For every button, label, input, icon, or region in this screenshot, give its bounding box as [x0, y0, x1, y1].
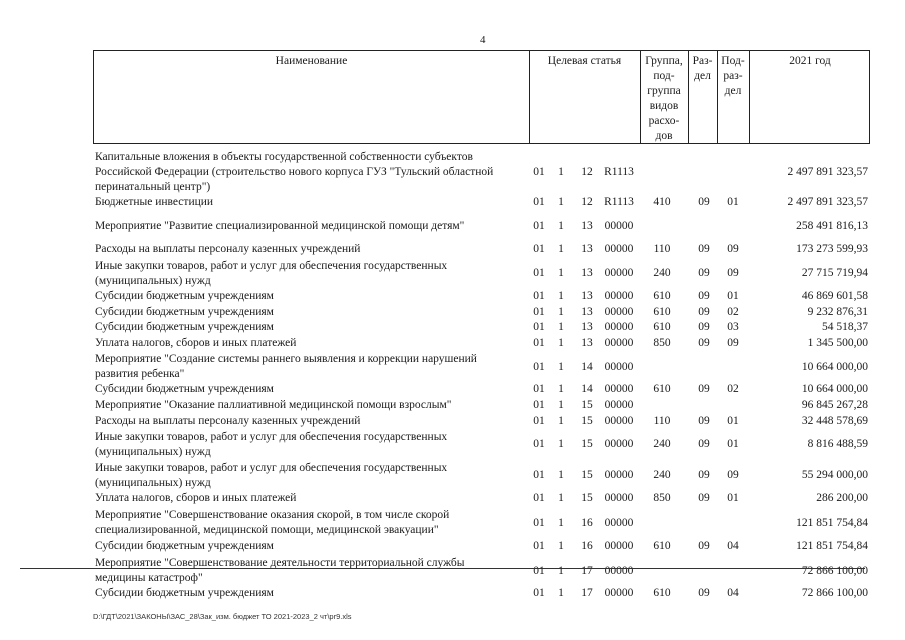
target-code-direction: 00000 — [604, 337, 634, 349]
amount-2021: 46 869 601,58 — [801, 290, 868, 302]
row-name: Мероприятие "Оказание паллиативной медицинской помощи взрослым" — [95, 399, 452, 411]
target-code-subprogram: 1 — [558, 243, 564, 255]
expense-group: 410 — [653, 196, 671, 208]
target-code-activity: 13 — [581, 321, 593, 333]
header-section-line: дел — [694, 70, 711, 82]
target-code-direction: 00000 — [604, 383, 634, 395]
row-name: Уплата налогов, сборов и иных платежей — [95, 492, 297, 504]
header-expense-group-line: дов — [655, 130, 673, 142]
target-code-activity: 13 — [581, 243, 593, 255]
target-code-activity: 15 — [581, 492, 593, 504]
target-code-activity: 13 — [581, 337, 593, 349]
target-code-program: 01 — [533, 438, 545, 450]
row-name: Мероприятие "Создание системы раннего выявления и коррекции нарушений развития ребенка" — [95, 353, 477, 380]
expense-group: 610 — [653, 321, 671, 333]
header-year: 2021 год — [789, 55, 831, 67]
section-code: 09 — [698, 415, 710, 427]
target-code-subprogram: 1 — [558, 383, 564, 395]
target-code-program: 01 — [533, 337, 545, 349]
target-code-activity: 14 — [581, 361, 593, 373]
expense-group: 240 — [653, 267, 671, 279]
subsection-code: 01 — [727, 492, 739, 504]
subsection-code: 01 — [727, 196, 739, 208]
amount-2021: 2 497 891 323,57 — [787, 166, 868, 178]
target-code-direction: 00000 — [604, 517, 634, 529]
header-subsection-line: раз- — [723, 70, 743, 82]
target-code-program: 01 — [533, 196, 545, 208]
target-code-activity: 15 — [581, 469, 593, 481]
target-code-program: 01 — [533, 361, 545, 373]
amount-2021: 8 816 488,59 — [807, 438, 868, 450]
row-name: Капитальные вложения в объекты государственной собственности субъектов Российской Федерации (строительство нового корпуса ГУЗ "Тульский областной перинатальный центр") — [95, 151, 494, 193]
target-code-activity: 17 — [581, 587, 593, 599]
amount-2021: 173 273 599,93 — [796, 243, 868, 255]
target-code-program: 01 — [533, 587, 545, 599]
target-code-subprogram: 1 — [558, 321, 564, 333]
section-code: 09 — [698, 540, 710, 552]
section-code: 09 — [698, 587, 710, 599]
section-code: 09 — [698, 383, 710, 395]
page-number: 4 — [480, 34, 486, 46]
row-name: Субсидии бюджетным учреждениям — [95, 540, 274, 552]
amount-2021: 10 664 000,00 — [801, 383, 868, 395]
target-code-activity: 16 — [581, 517, 593, 529]
section-code: 09 — [698, 196, 710, 208]
section-code: 09 — [698, 290, 710, 302]
row-name: Расходы на выплаты персоналу казенных учреждений — [95, 243, 361, 255]
expense-group: 110 — [653, 243, 671, 255]
header-expense-group-line: расхо- — [648, 115, 680, 127]
header-expense-group — [640, 54, 688, 144]
expense-group: 850 — [653, 492, 671, 504]
header-expense-group-line: Группа, — [645, 55, 683, 67]
target-code-activity: 17 — [581, 565, 593, 577]
target-code-activity: 15 — [581, 399, 593, 411]
target-code-direction: R1113 — [604, 166, 634, 178]
target-code-direction: 00000 — [604, 399, 634, 411]
section-code: 09 — [698, 337, 710, 349]
row-name: Иные закупки товаров, работ и услуг для обеспечения государственных (муниципальных) нужд — [95, 431, 448, 458]
target-code-subprogram: 1 — [558, 415, 564, 427]
table-header — [93, 50, 870, 144]
target-code-activity: 13 — [581, 290, 593, 302]
target-code-subprogram: 1 — [558, 196, 564, 208]
section-code: 09 — [698, 438, 710, 450]
amount-2021: 9 232 876,31 — [807, 306, 868, 318]
expense-group: 610 — [653, 383, 671, 395]
target-code-direction: R1113 — [604, 196, 634, 208]
amount-2021: 121 851 754,84 — [796, 517, 868, 529]
target-code-program: 01 — [533, 290, 545, 302]
header-subsection-line: дел — [724, 85, 742, 97]
amount-2021: 258 491 816,13 — [796, 220, 868, 232]
target-code-subprogram: 1 — [558, 587, 564, 599]
target-code-program: 01 — [533, 243, 545, 255]
target-code-subprogram: 1 — [558, 290, 564, 302]
subsection-code: 02 — [727, 306, 739, 318]
subsection-code: 09 — [727, 337, 739, 349]
target-code-program: 01 — [533, 383, 545, 395]
target-code-direction: 00000 — [604, 321, 634, 333]
row-name: Бюджетные инвестиции — [95, 196, 214, 208]
target-code-program: 01 — [533, 220, 545, 232]
row-name: Мероприятие "Совершенствование оказания скорой, в том числе скорой специализированной, медицинской помощи, медицинской эвакуации" — [95, 509, 450, 536]
target-code-subprogram: 1 — [558, 166, 564, 178]
row-name: Мероприятие "Совершенствование деятельности территориальной службы медицины катастроф" — [95, 557, 465, 584]
target-code-program: 01 — [533, 565, 545, 577]
target-code-subprogram: 1 — [558, 438, 564, 450]
expense-group: 610 — [653, 587, 671, 599]
subsection-code: 09 — [727, 243, 739, 255]
target-code-direction: 00000 — [604, 290, 634, 302]
amount-2021: 72 866 100,00 — [801, 565, 868, 577]
target-code-direction: 00000 — [604, 220, 634, 232]
target-code-direction: 00000 — [604, 540, 634, 552]
target-code-activity: 13 — [581, 267, 593, 279]
target-code-direction: 00000 — [604, 415, 634, 427]
header-section-line: Раз- — [692, 55, 713, 67]
section-code: 09 — [698, 267, 710, 279]
target-code-program: 01 — [533, 321, 545, 333]
row-name: Субсидии бюджетным учреждениям — [95, 383, 274, 395]
target-code-direction: 00000 — [604, 306, 634, 318]
header-subsection — [717, 54, 749, 99]
target-code-subprogram: 1 — [558, 337, 564, 349]
expense-group: 240 — [653, 469, 671, 481]
amount-2021: 121 851 754,84 — [796, 540, 868, 552]
amount-2021: 2 497 891 323,57 — [787, 196, 868, 208]
expense-group: 850 — [653, 337, 671, 349]
subsection-code: 04 — [727, 587, 739, 599]
amount-2021: 55 294 000,00 — [801, 469, 868, 481]
subsection-code: 01 — [727, 290, 739, 302]
target-code-program: 01 — [533, 166, 545, 178]
target-code-subprogram: 1 — [558, 361, 564, 373]
amount-2021: 96 845 267,28 — [801, 399, 868, 411]
subsection-code: 04 — [727, 540, 739, 552]
subsection-code: 09 — [727, 469, 739, 481]
row-name: Субсидии бюджетным учреждениям — [95, 587, 274, 599]
target-code-program: 01 — [533, 517, 545, 529]
target-code-direction: 00000 — [604, 438, 634, 450]
row-name: Субсидии бюджетным учреждениям — [95, 306, 274, 318]
header-expense-group-line: группа — [647, 85, 681, 97]
target-code-activity: 13 — [581, 220, 593, 232]
target-code-activity: 14 — [581, 383, 593, 395]
header-expense-group-line: видов — [649, 100, 679, 112]
target-code-direction: 00000 — [604, 587, 634, 599]
target-code-program: 01 — [533, 267, 545, 279]
expense-group: 240 — [653, 438, 671, 450]
target-code-program: 01 — [533, 306, 545, 318]
amount-2021: 1 345 500,00 — [807, 337, 868, 349]
target-code-direction: 00000 — [604, 243, 634, 255]
subsection-code: 03 — [727, 321, 739, 333]
target-code-direction: 00000 — [604, 565, 634, 577]
header-subsection-line: Под- — [721, 55, 745, 67]
amount-2021: 286 200,00 — [816, 492, 868, 504]
row-name: Иные закупки товаров, работ и услуг для обеспечения государственных (муниципальных) нужд — [95, 462, 448, 489]
target-code-subprogram: 1 — [558, 469, 564, 481]
amount-2021: 27 715 719,94 — [801, 267, 868, 279]
target-code-subprogram: 1 — [558, 540, 564, 552]
row-name: Субсидии бюджетным учреждениям — [95, 321, 274, 333]
section-code: 09 — [698, 492, 710, 504]
header-target-article: Целевая статья — [547, 55, 622, 67]
target-code-subprogram: 1 — [558, 565, 564, 577]
header-name: Наименование — [275, 55, 348, 67]
amount-2021: 72 866 100,00 — [801, 587, 868, 599]
target-code-direction: 00000 — [604, 267, 634, 279]
section-code: 09 — [698, 321, 710, 333]
file-path-footer: D:\ГДТ\2021\ЗАКОНЫ\ЗАС_28\Зак_изм. бюджет ТО 2021-2023_2 чт\pr9.xls — [93, 612, 352, 621]
target-code-direction: 00000 — [604, 469, 634, 481]
amount-2021: 32 448 578,69 — [801, 415, 868, 427]
target-code-subprogram: 1 — [558, 399, 564, 411]
target-code-direction: 00000 — [604, 361, 634, 373]
target-code-subprogram: 1 — [558, 267, 564, 279]
subsection-code: 01 — [727, 438, 739, 450]
expense-group: 610 — [653, 540, 671, 552]
row-name: Иные закупки товаров, работ и услуг для обеспечения государственных (муниципальных) нужд — [95, 260, 448, 287]
amount-2021: 10 664 000,00 — [801, 361, 868, 373]
target-code-activity: 12 — [581, 166, 593, 178]
target-code-subprogram: 1 — [558, 492, 564, 504]
header-section — [688, 54, 717, 84]
target-code-subprogram: 1 — [558, 517, 564, 529]
strike-line — [20, 568, 865, 569]
target-code-activity: 16 — [581, 540, 593, 552]
header-expense-group-line: под- — [653, 70, 675, 82]
row-name: Мероприятие "Развитие специализированной медицинской помощи детям" — [95, 220, 465, 232]
target-code-program: 01 — [533, 540, 545, 552]
row-name: Субсидии бюджетным учреждениям — [95, 290, 274, 302]
section-code: 09 — [698, 469, 710, 481]
target-code-program: 01 — [533, 415, 545, 427]
expense-group: 610 — [653, 290, 671, 302]
target-code-activity: 12 — [581, 196, 593, 208]
expense-group: 110 — [653, 415, 671, 427]
target-code-program: 01 — [533, 399, 545, 411]
expense-group: 610 — [653, 306, 671, 318]
section-code: 09 — [698, 306, 710, 318]
row-name: Уплата налогов, сборов и иных платежей — [95, 337, 297, 349]
target-code-program: 01 — [533, 492, 545, 504]
target-code-subprogram: 1 — [558, 306, 564, 318]
subsection-code: 09 — [727, 267, 739, 279]
amount-2021: 54 518,37 — [822, 321, 868, 333]
target-code-activity: 13 — [581, 306, 593, 318]
subsection-code: 01 — [727, 415, 739, 427]
target-code-subprogram: 1 — [558, 220, 564, 232]
target-code-program: 01 — [533, 469, 545, 481]
target-code-direction: 00000 — [604, 492, 634, 504]
row-name: Расходы на выплаты персоналу казенных учреждений — [95, 415, 361, 427]
target-code-activity: 15 — [581, 438, 593, 450]
target-code-activity: 15 — [581, 415, 593, 427]
section-code: 09 — [698, 243, 710, 255]
subsection-code: 02 — [727, 383, 739, 395]
